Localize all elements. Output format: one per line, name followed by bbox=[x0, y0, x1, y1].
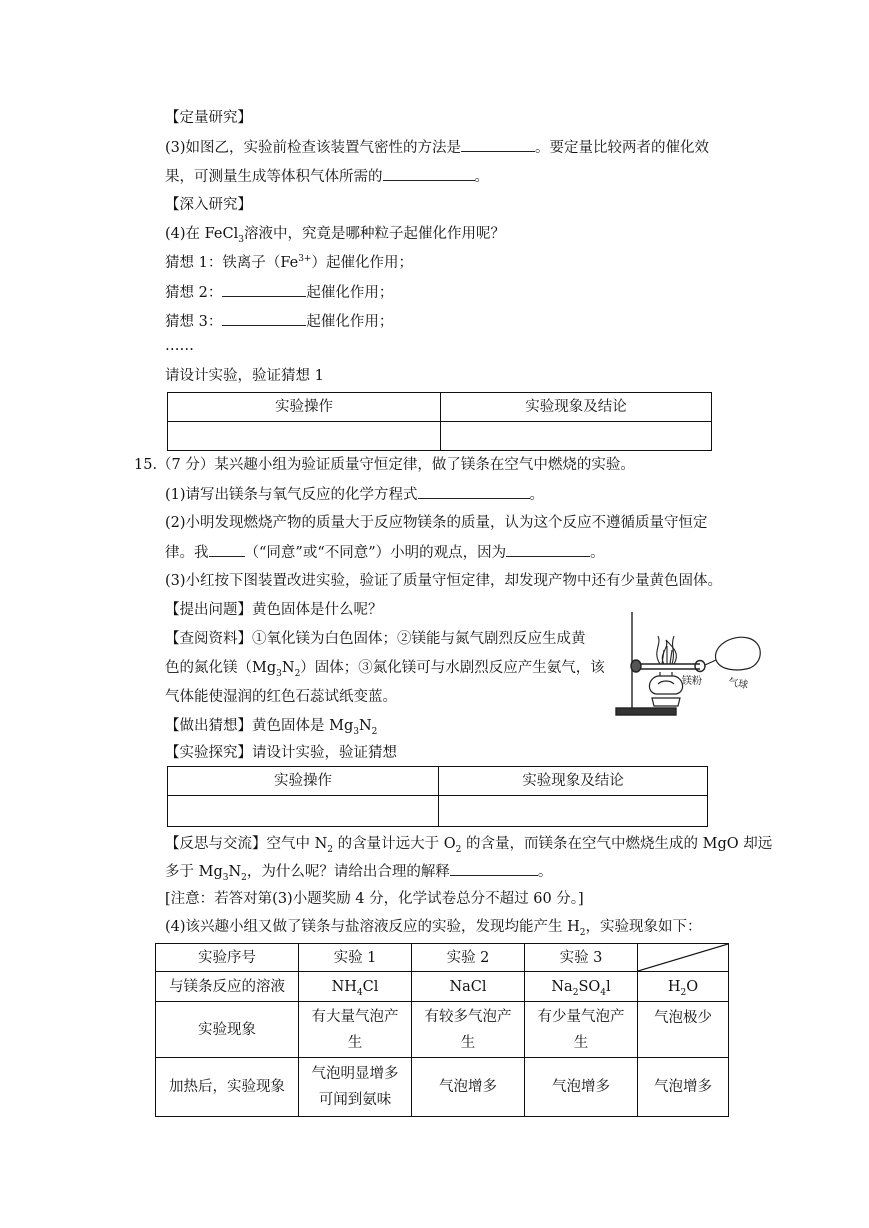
hypothesis-text-a: 【做出猜想】黄色固体是 Mg bbox=[165, 718, 354, 734]
sol3-b: SO bbox=[578, 978, 601, 995]
iron-stand-icon bbox=[616, 612, 705, 715]
solution-nacl: NaCl bbox=[412, 972, 525, 1002]
reflect2-text-a: 多于 Mg bbox=[165, 864, 223, 880]
phenomenon-exp2: 有较多气泡产生 bbox=[412, 1002, 525, 1058]
question-3-text-d: 。 bbox=[474, 169, 489, 185]
label-balloon: 气球 bbox=[727, 677, 749, 692]
solution-na2so4 bbox=[525, 972, 638, 1002]
guess-3-text-a: 猜想 3： bbox=[165, 314, 223, 330]
question-3-line2 bbox=[165, 166, 489, 187]
q15-p2-text-c: 。 bbox=[590, 545, 605, 561]
ellipsis: …… bbox=[165, 338, 194, 354]
sol4-a: H bbox=[667, 978, 681, 995]
answer-blank-explanation[interactable] bbox=[450, 861, 538, 876]
guess-1-text-a: 猜想 1：铁离子（Fe bbox=[165, 255, 299, 271]
ref2-sub-2: 2 bbox=[294, 668, 301, 679]
flame-icon bbox=[657, 636, 677, 664]
sol1-a: NH bbox=[331, 978, 357, 995]
design-table-1 bbox=[167, 392, 712, 451]
guess-3-text-b: 起催化作用； bbox=[306, 314, 394, 330]
sol1-sub: 4 bbox=[356, 987, 363, 998]
balloon-icon bbox=[705, 637, 760, 670]
question-15-title: 15.（7 分）某兴趣小组为验证质量守恒定律，做了镁条在空气中燃烧的实验。 bbox=[134, 457, 635, 473]
ref2-text-a: 色的氮化镁（Mg bbox=[165, 660, 277, 676]
guess-3 bbox=[165, 311, 393, 332]
question-4-text-b: 溶液中，究竟是哪种粒子起催化作用呢？ bbox=[243, 226, 505, 242]
answer-blank-equation[interactable] bbox=[418, 484, 530, 499]
reflect-line-2 bbox=[165, 861, 552, 882]
hypothesis bbox=[165, 716, 377, 736]
hypothesis-sub-1: 3 bbox=[353, 726, 359, 737]
question-3-text-a: (3)如图乙，实验前检查该装置气密性的方法是 bbox=[165, 140, 462, 156]
hypothesis-sub-2: 2 bbox=[371, 726, 378, 737]
question-4-text-a: (4)在 FeCl bbox=[165, 226, 239, 242]
question-15-part-3: (3)小红按下图装置改进实验，验证了质量守恒定律，却发现产物中还有少量黄色固体。 bbox=[165, 573, 723, 589]
guess-1 bbox=[165, 253, 413, 273]
phenomenon-exp3: 有少量气泡产生 bbox=[525, 1002, 638, 1058]
q15-p1-text-b: 。 bbox=[529, 487, 545, 503]
question-4-line bbox=[165, 224, 505, 244]
heat-exp3: 气泡增多 bbox=[525, 1058, 638, 1117]
sol3-sub2: 4 bbox=[600, 987, 606, 998]
guess-2-text-b: 起催化作用； bbox=[306, 285, 394, 301]
reference-line-3: 气体能使湿润的红色石蕊试纸变蓝。 bbox=[165, 689, 397, 705]
q15-p4-text-b: ，实验现象如下： bbox=[585, 919, 702, 935]
heat-exp2: 气泡增多 bbox=[412, 1058, 525, 1117]
guess-1-sup: 3+ bbox=[298, 254, 312, 265]
sol4-b: O bbox=[686, 978, 699, 995]
label-mg-powder: 镁粉 bbox=[682, 676, 702, 687]
quant-heading: 【定量研究】 bbox=[165, 110, 252, 126]
results-header-index: 实验序号 bbox=[156, 944, 299, 972]
answer-blank-guess-2[interactable] bbox=[222, 282, 306, 297]
question-15-part-2-line1: (2)小明发现燃烧产物的质量大于反应物镁条的质量，认为这个反应不遵循质量守恒定 bbox=[165, 515, 708, 531]
table2-cell-operation-answer[interactable] bbox=[168, 796, 439, 827]
question-15-part-4 bbox=[165, 917, 702, 937]
results-header-exp3: 实验 3 bbox=[525, 944, 638, 972]
ref2-sub-1: 3 bbox=[276, 668, 282, 679]
ref2-text-c: ）固体；③氮化镁可与水剧烈反应产生氨气，该 bbox=[300, 660, 605, 676]
phenomenon-exp1: 有大量气泡产生 bbox=[299, 1002, 412, 1058]
sol3-a: Na bbox=[551, 978, 573, 995]
solution-nh4cl bbox=[299, 972, 412, 1002]
reflect2-text-d: 。 bbox=[537, 864, 553, 880]
bonus-note: [注意：若答对第(3)小题奖励 4 分，化学试卷总分不超过 60 分。] bbox=[165, 891, 584, 907]
sol1-b: Cl bbox=[362, 978, 379, 995]
heat-water: 气泡增多 bbox=[638, 1058, 729, 1117]
answer-blank-reason[interactable] bbox=[506, 542, 590, 557]
q15-p1-text-a: (1)请写出镁条与氧气反应的化学方程式 bbox=[165, 487, 418, 503]
q15-p4-sub: 2 bbox=[579, 927, 586, 938]
reflect2-sub-1: 3 bbox=[222, 872, 229, 883]
solution-h2o bbox=[638, 972, 729, 1002]
design-instruction: 请设计实验，验证猜想 1 bbox=[165, 368, 324, 384]
reflect2-text-b: N bbox=[228, 864, 242, 880]
answer-blank-guess-3[interactable] bbox=[222, 311, 306, 326]
sol4-sub: 2 bbox=[680, 987, 687, 998]
question-3-text-b: 。要定量比较两者的催化效 bbox=[535, 140, 710, 156]
results-row-heat-label: 加热后，实验现象 bbox=[156, 1058, 299, 1117]
reflect-line-1 bbox=[165, 834, 772, 854]
question-3-text-c: 果，可测量生成等体积气体所需的 bbox=[165, 169, 383, 185]
results-row-phenomenon-label: 实验现象 bbox=[156, 1002, 299, 1058]
sol3-c: l bbox=[606, 978, 611, 995]
table-cell-result-answer[interactable] bbox=[441, 422, 712, 451]
guess-2 bbox=[165, 282, 393, 303]
deep-heading: 【深入研究】 bbox=[165, 197, 252, 213]
alcohol-lamp-icon bbox=[649, 672, 682, 706]
reflect2-text-c: ，为什么呢？请给出合理的解释 bbox=[246, 864, 450, 880]
table2-header-operation: 实验操作 bbox=[168, 767, 439, 796]
reflect-text-b: 的含量计远大于 O bbox=[333, 836, 456, 852]
reflect2-sub-2: 2 bbox=[241, 872, 247, 883]
reflect-text-a: 【反思与交流】空气中 N bbox=[165, 836, 328, 852]
question-15-part-1 bbox=[165, 484, 544, 505]
results-header-exp1: 实验 1 bbox=[299, 944, 412, 972]
reflect-sub-1: 2 bbox=[327, 844, 334, 855]
guess-1-text-b: ）起催化作用； bbox=[311, 255, 413, 271]
q15-p2-text-a: 律。我 bbox=[165, 545, 209, 561]
ask-question: 【提出问题】黄色固体是什么呢？ bbox=[165, 602, 383, 618]
results-header-exp2: 实验 2 bbox=[412, 944, 525, 972]
question-4-sub: 3 bbox=[238, 234, 244, 245]
q15-p4-text-a: (4)该兴趣小组又做了镁条与盐溶液反应的实验，发现均能产生 H bbox=[165, 919, 580, 935]
apparatus-diagram bbox=[612, 606, 764, 720]
answer-blank-agree[interactable] bbox=[209, 542, 245, 557]
reference-line-2 bbox=[165, 658, 605, 678]
phenomenon-water: 气泡极少 bbox=[638, 1002, 729, 1058]
hypothesis-text-b: N bbox=[358, 718, 372, 734]
question-3-line1 bbox=[165, 137, 709, 158]
table-cell-operation-answer[interactable] bbox=[168, 422, 441, 451]
table2-header-result: 实验现象及结论 bbox=[439, 767, 708, 796]
reflect-sub-2: 2 bbox=[455, 844, 462, 855]
reflect-text-c: 的含量，而镁条在空气中燃烧生成的 MgO 却远 bbox=[461, 836, 773, 852]
table-header-result: 实验现象及结论 bbox=[441, 393, 712, 422]
table2-cell-result-answer[interactable] bbox=[439, 796, 708, 827]
heat-exp1 bbox=[299, 1058, 412, 1117]
answer-blank-time[interactable] bbox=[383, 166, 475, 181]
question-15-part-2-line2 bbox=[165, 542, 605, 563]
guess-2-text-a: 猜想 2： bbox=[165, 285, 223, 301]
q15-p2-text-b: （“同意”或“不同意”）小明的观点，因为 bbox=[244, 545, 507, 561]
results-table bbox=[155, 943, 729, 1117]
heat-exp1-line2: 可闻到氨味 bbox=[318, 1092, 392, 1108]
reference-line-1: 【查阅资料】①氧化镁为白色固体；②镁能与氮气剧烈反应生成黄 bbox=[165, 631, 586, 647]
answer-blank-airtightness[interactable] bbox=[461, 137, 535, 152]
results-row-solution-label: 与镁条反应的溶液 bbox=[156, 972, 299, 1002]
explore-instruction: 【实验探究】请设计实验，验证猜想 bbox=[165, 745, 397, 761]
results-header-diagonal bbox=[638, 944, 729, 972]
sol3-sub1: 2 bbox=[572, 987, 579, 998]
table-header-operation: 实验操作 bbox=[168, 393, 441, 422]
ref2-text-b: N bbox=[281, 660, 295, 676]
heat-exp1-line1: 气泡明显增多 bbox=[311, 1066, 399, 1082]
diagonal-line bbox=[638, 944, 728, 971]
design-table-2 bbox=[167, 766, 708, 827]
